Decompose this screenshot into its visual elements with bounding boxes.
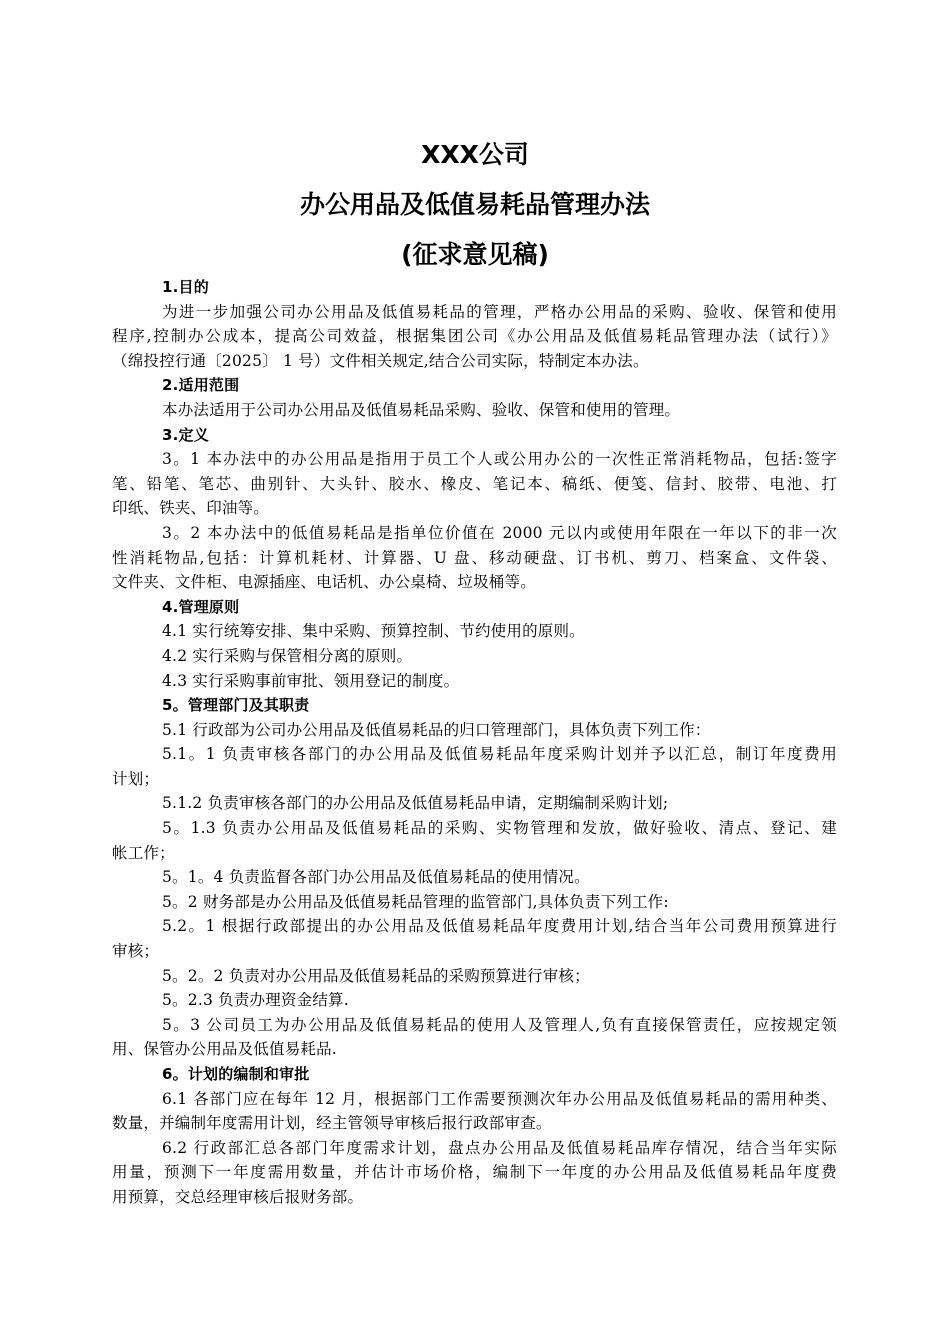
paragraph-line: 用量，预测下一年度需用数量，并估计市场价格，编制下一年度的办公用品及低值易耗品年度费 xyxy=(112,1163,837,1182)
paragraph-line: 4.1 实行统筹安排、集中采购、预算控制、节约使用的原则。 xyxy=(162,622,585,641)
paragraph-line: 笔、铅笔、笔芯、曲别针、大头针、胶水、橡皮、笔记本、稿纸、便笺、信封、胶带、电池、打 xyxy=(112,474,837,493)
paragraph-line: 程序,控制办公成本，提高公司效益，根据集团公司《办公用品及低值易耗品管理办法（试行）》 xyxy=(112,327,837,346)
paragraph-line: 5。2。2 负责对办公用品及低值易耗品的采购预算进行审核； xyxy=(162,966,590,985)
paragraph-line: 文件夹、文件柜、电源插座、电话机、办公桌椅、垃圾桶等。 xyxy=(112,573,536,592)
section-heading: 3.定义 xyxy=(162,425,209,444)
paragraph-line: 5。2 财务部是办公用品及低值易耗品管理的监管部门,具体负责下列工作: xyxy=(162,892,669,911)
paragraph-line: 本办法适用于公司办公用品及低值易耗品采购、验收、保管和使用的管理。 xyxy=(162,400,681,419)
paragraph-line: 3。2 本办法中的低值易耗品是指单位价值在 2000 元以内或使用年限在一年以下的非一次 xyxy=(162,523,837,542)
paragraph-line: 5.1.2 负责审核各部门的办公用品及低值易耗品申请，定期编制采购计划; xyxy=(162,794,669,813)
paragraph-line: 印纸、铁夹、印油等。 xyxy=(112,499,270,518)
paragraph-line: 帐工作； xyxy=(112,843,175,862)
paragraph-line: 数量，并编制年度需用计划，经主管领导审核后报行政部审查。 xyxy=(112,1114,552,1133)
draft-status: (征求意见稿) xyxy=(401,240,549,269)
paragraph-line: 4.2 实行采购与保管相分离的原则。 xyxy=(162,646,413,665)
section-heading: 2.适用范围 xyxy=(162,376,240,395)
document-body xyxy=(112,275,837,1210)
section-heading: 4.管理原则 xyxy=(162,597,240,616)
section-heading: 1.目的 xyxy=(162,278,209,296)
section-heading: 6。计划的编制和审批 xyxy=(162,1065,310,1083)
paragraph-line: 审核； xyxy=(112,942,160,961)
paragraph-line: 4.3 实行采购事前审批、领用登记的制度。 xyxy=(162,671,460,690)
title-block xyxy=(0,130,950,280)
paragraph-line: 5.1。1 负责审核各部门的办公用品及低值易耗品年度采购计划并予以汇总，制订年度费用 xyxy=(162,745,837,764)
paragraph-line: 计划； xyxy=(112,769,160,788)
paragraph-line: 5。3 公司员工为办公用品及低值易耗品的使用人及管理人,负有直接保管责任，应按规定领 xyxy=(162,1015,837,1034)
paragraph-line: 6.1 各部门应在每年 12 月，根据部门工作需要预测次年办公用品及低值易耗品的需用种类、 xyxy=(162,1089,837,1108)
company-name: XXX公司 xyxy=(421,140,529,169)
section-heading: 5。管理部门及其职责 xyxy=(162,696,310,715)
paragraph-line: 性消耗物品,包括：计算机耗材、计算器、U 盘、移动硬盘、订书机、剪刀、档案盒、文件袋、 xyxy=(112,548,837,567)
paragraph-line: 5.1 行政部为公司办公用品及低值易耗品的归口管理部门，具体负责下列工作： xyxy=(162,720,711,739)
paragraph-line: 用、保管办公用品及低值易耗品. xyxy=(112,1040,337,1059)
paragraph-line: 5。2.3 负责办理资金结算. xyxy=(162,991,349,1010)
document-title: 办公用品及低值易耗品管理办法 xyxy=(299,190,650,219)
paragraph-line: 5.2。1 根据行政部提出的办公用品及低值易耗品年度费用计划,结合当年公司费用预算进行 xyxy=(162,917,837,936)
paragraph-line: 5。1.3 负责办公用品及低值易耗品的采购、实物管理和发放，做好验收、清点、登记、建 xyxy=(162,819,837,838)
paragraph-line: 6.2 行政部汇总各部门年度需求计划，盘点办公用品及低值易耗品库存情况，结合当年实际 xyxy=(162,1138,837,1157)
paragraph-line: 用预算，交总经理审核后报财务部。 xyxy=(112,1187,364,1206)
paragraph-line: 5。1。4 负责监督各部门办公用品及低值易耗品的使用情况。 xyxy=(162,868,590,887)
paragraph-line: （绵投控行通〔2025〕 1 号）文件相关规定,结合公司实际，特制定本办法。 xyxy=(112,351,649,370)
paragraph-line: 3。1 本办法中的办公用品是指用于员工个人或公用办公的一次性正常消耗物品，包括:签字 xyxy=(162,450,837,469)
paragraph-line: 为进一步加强公司办公用品及低值易耗品的管理，严格办公用品的采购、验收、保管和使用 xyxy=(162,302,837,321)
